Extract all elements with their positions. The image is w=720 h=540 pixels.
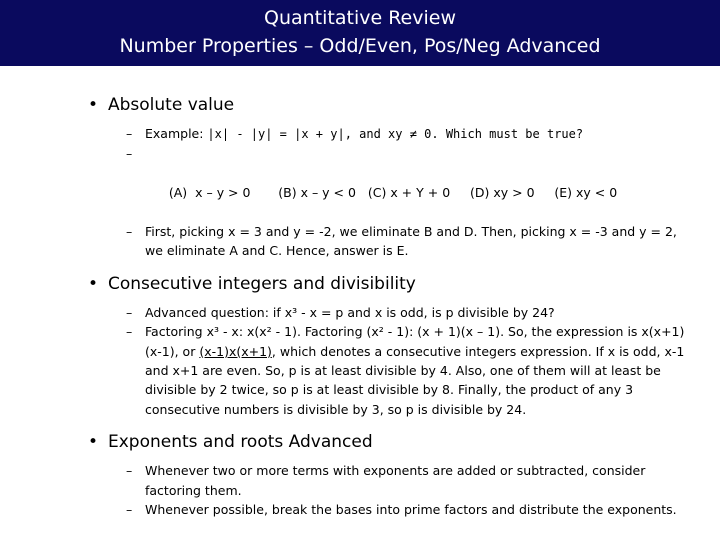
- consecutive-expression: (x-1)x(x+1): [199, 343, 272, 359]
- section-absolute-value-list: [88, 124, 688, 261]
- section-consecutive-integers-heading: [88, 273, 688, 295]
- section-heading-text: Consecutive integers and divisibility: [108, 273, 416, 294]
- dash-icon: –: [126, 463, 133, 479]
- title-bar: [0, 0, 720, 66]
- advanced-question-text: Advanced question: if x³ - x = p and x is odd, is p divisible by 24?: [145, 304, 555, 320]
- dash-icon: –: [126, 126, 133, 141]
- factoring-text-part1: Factoring x³ - x: x(x² - 1). Factoring (x² - 1): (x + 1)(x – 1). So, the expression is x(x+1)(x-1), or: [145, 324, 685, 359]
- list-item: [126, 500, 688, 519]
- section-exponents-list: [88, 461, 688, 519]
- section-heading-text: Exponents and roots Advanced: [108, 432, 373, 453]
- example-equation: |x| - |y| = |x + y|, and xy ≠ 0. Which must be true?: [207, 127, 584, 141]
- list-item: [126, 322, 688, 419]
- answer-choices: (A) x – y > 0 (B) x – y < 0 (C) x + Y + 0 (D) xy > 0 (E) xy < 0: [168, 185, 618, 201]
- bullet-icon: •: [88, 432, 99, 453]
- bullet-icon: •: [88, 273, 99, 294]
- slide-title-line2: Number Properties – Odd/Even, Pos/Neg Advanced: [119, 35, 601, 57]
- section-heading-text: Absolute value: [108, 95, 235, 115]
- bullet-icon: •: [88, 95, 99, 115]
- section-consecutive-integers-list: [88, 303, 688, 419]
- slide-title-line1: Quantitative Review: [264, 7, 456, 29]
- slide-content: [88, 94, 688, 532]
- list-item: [126, 144, 688, 222]
- list-item: [126, 303, 688, 322]
- list-item: [126, 222, 688, 261]
- solution-text: First, picking x = 3 and y = -2, we eliminate B and D. Then, picking x = -3 and y = 2, we eliminate A and C. Hence, answer is E.: [145, 224, 677, 259]
- section-exponents-heading: [88, 431, 688, 453]
- factoring-text-part2: , which denotes a consecutive integers expression. If x is odd, x-1 and x+1 are even. So, p is at least divisible by 4. Also, one of them will at least be divisible by 2 twice, so p is at least divisible by 8. Finally, the product of any 3 consecutive numbers is divisible by 3, so p is divisible by 24.: [145, 343, 685, 417]
- dash-icon: –: [126, 502, 133, 518]
- list-item: [126, 461, 688, 500]
- dash-icon: –: [126, 146, 133, 162]
- exponents-tip-2: Whenever possible, break the bases into prime factors and distribute the exponents.: [145, 502, 677, 518]
- section-absolute-value-heading: [88, 94, 688, 116]
- example-label: Example:: [145, 126, 208, 141]
- exponents-tip-1: Whenever two or more terms with exponents are added or subtracted, consider factoring them.: [145, 463, 646, 498]
- dash-icon: –: [126, 304, 133, 320]
- dash-icon: –: [126, 324, 133, 340]
- dash-icon: –: [126, 224, 133, 240]
- list-item: [126, 124, 688, 144]
